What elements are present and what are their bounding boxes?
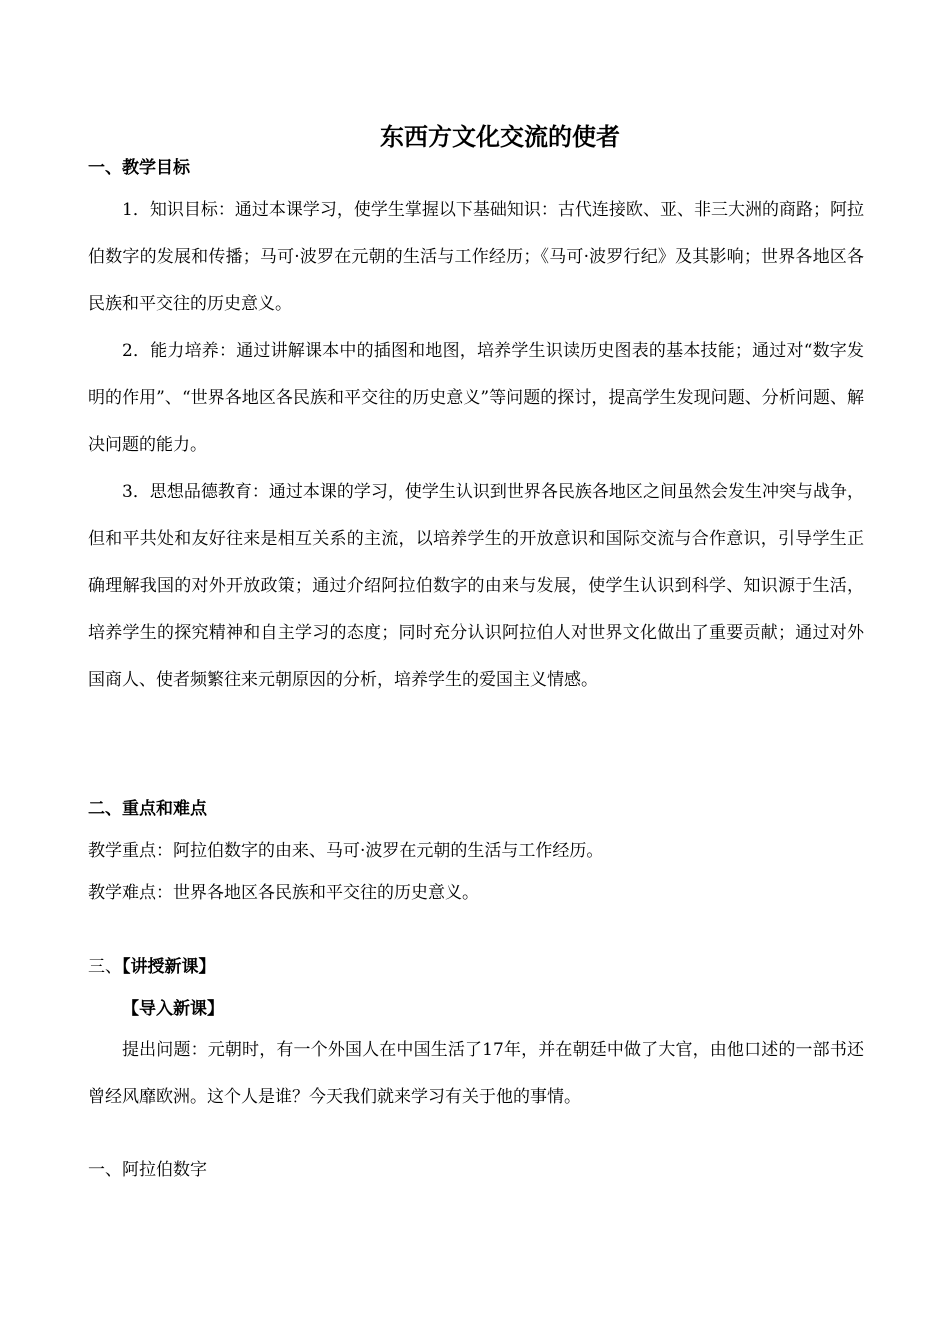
- paragraph-intro-question: 提出问题：元朝时，有一个外国人在中国生活了17年，并在朝廷中做了大官，由他口述的一部书还曾经风靡欧洲。这个人是谁？今天我们就来学习有关于他的事情。: [88, 1040, 864, 1107]
- document-title: 东西方文化交流的使者: [380, 122, 620, 151]
- section-heading-new-lesson: [88, 955, 864, 979]
- section-heading-teaching-goals: 一、教学目标: [88, 158, 190, 178]
- key-point-text: 教学重点：阿拉伯数字的由来、马可·波罗在元朝的生活与工作经历。: [88, 841, 604, 861]
- subheading-intro: 【导入新课】: [122, 999, 224, 1019]
- paragraph-knowledge-goal: 1．知识目标：通过本课学习，使学生掌握以下基础知识：古代连接欧、亚、非三大洲的商路；阿拉伯数字的发展和传播；马可·波罗在元朝的生活与工作经历；《马可·波罗行纪》及其影响；世界各地区各民族和平交往的历史意义。: [88, 200, 864, 314]
- section-title: 【讲授新课】: [122, 957, 216, 977]
- section-number: 三、: [88, 957, 122, 977]
- section-heading-key-points: 二、重点和难点: [88, 799, 207, 819]
- part-heading-arabic-numerals: 一、阿拉伯数字: [88, 1160, 207, 1180]
- difficulty-text: 教学难点：世界各地区各民族和平交往的历史意义。: [88, 883, 479, 903]
- paragraph-moral-goal: 3．思想品德教育：通过本课的学习，使学生认识到世界各民族各地区之间虽然会发生冲突与战争，但和平共处和友好往来是相互关系的主流，以培养学生的开放意识和国际交流与合作意识，引导学生正确理解我国的对外开放政策；通过介绍阿拉伯数字的由来与发展，使学生认识到科学、知识源于生活，培养学生的探究精神和自主学习的态度；同时充分认识阿拉伯人对世界文化做出了重要贡献；通过对外国商人、使者频繁往来元朝原因的分析，培养学生的爱国主义情感。: [88, 482, 864, 690]
- paragraph-ability-goal: 2．能力培养：通过讲解课本中的插图和地图，培养学生识读历史图表的基本技能；通过对“数字发明的作用”、“世界各地区各民族和平交往的历史意义”等问题的探讨，提高学生发现问题、分析问题、解决问题的能力。: [88, 341, 864, 455]
